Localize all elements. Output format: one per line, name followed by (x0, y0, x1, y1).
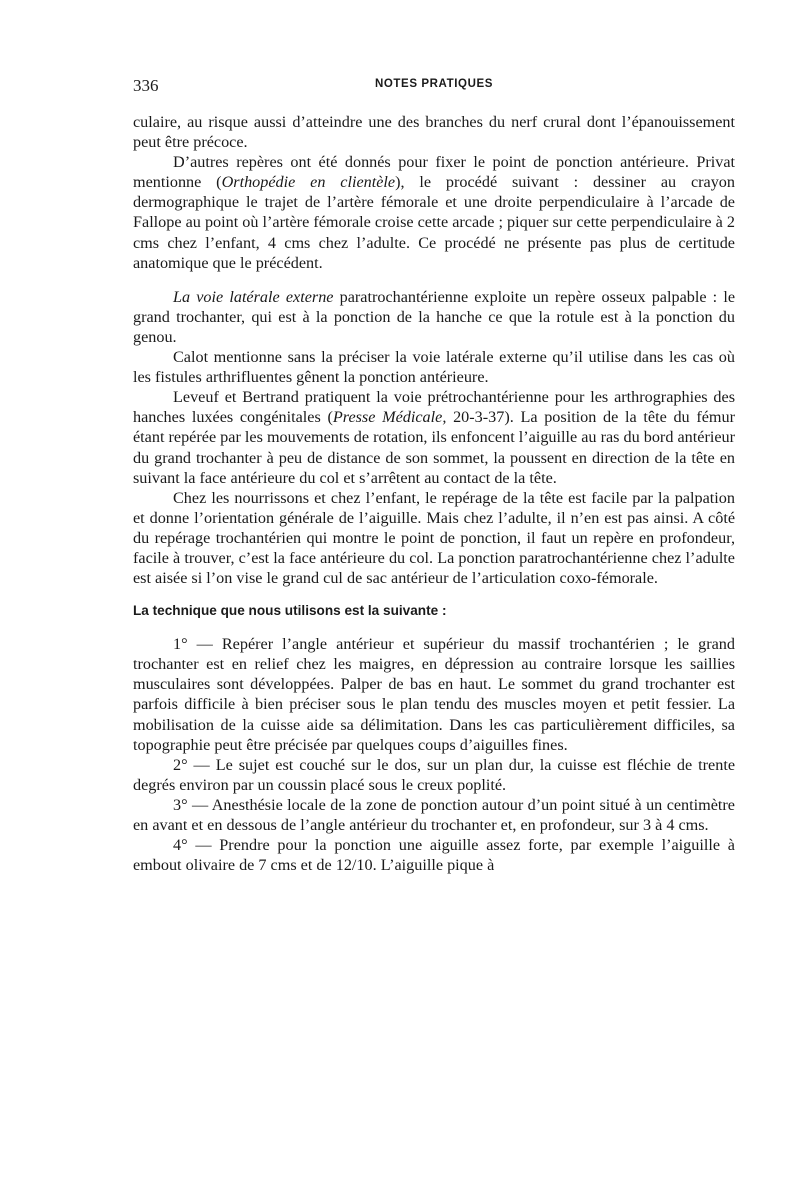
paragraph-text: D’autres repères ont été donnés pour fixer le point de ponction antérieure. Privat mentionne ( (133, 153, 735, 192)
step-item: 1° — Repérer l’angle antérieur et supérieur du massif trochantérien ; le grand trochanter est en relief chez les maigres, en dépression au contraire lorsque les saillies musculaires sont développées. Palper de bas en haut. Le sommet du grand trochanter est parfois difficile à bien préciser sous le plan tendu des muscles moyen et petit fessier. La mobilisation de la cuisse aide sa délimitation. Dans les cas particulièrement difficiles, sa topographie peut être précisée par quelques coups d’aiguilles fines. (133, 635, 735, 754)
paragraph-infants-adults: Chez les nourrissons et chez l’enfant, le repérage de la tête est facile par la palpation et donne l’orientation générale de l’aiguille. Mais chez l’adulte, il n’en est pas ainsi. A côté du repérage trochantérien qui montre le point de ponction, il faut un repère en profondeur, facile à trouver, c’est la face antérieure du col. La ponction paratrochantérienne chez l’adulte est aisée si l’on vise le grand cul de sac antérieur de l’articulation coxo-fémorale. (133, 488, 735, 588)
paragraph-text: 20-3-37). La position de la tête du fémur étant repérée par les mouvements de rotation, ils enfoncent l’aiguille au ras du bord antérieur du grand trochanter à peu de distance de son sommet, la poussent en direction de la tête en suivant la face antérieure du col et s’arrêtent au contact de la tête. (133, 408, 735, 487)
paragraph-continuation: culaire, au risque aussi d’atteindre une des branches du nerf crural dont l’épanouissement peut être précoce. (133, 113, 735, 152)
paragraph-calot: Calot mentionne sans la préciser la voie latérale externe qu’il utilise dans les cas où les fistules arthrifluentes gênent la ponction antérieure. (133, 348, 735, 387)
page-header (133, 76, 735, 96)
section-spacer (133, 588, 735, 601)
paragraph-text: ), le procédé suivant : dessiner au crayon dermographique le trajet de l’artère fémorale et une droite perpendiculaire à l’arcade de Fallope au point où l’artère fémorale croise cette arcade ; piquer sur cette perpendiculaire à 2 cms chez l’enfant, 4 cms chez l’adulte. Ce procédé ne présente pas plus de certitude anatomique que le précédent. (133, 173, 735, 272)
step-item: 3° — Anesthésie locale de la zone de ponction autour d’un point situé à un centimètre en avant et en dessous de l’angle antérieur du trochanter et, en profondeur, sur 3 à 4 cms. (133, 795, 735, 834)
section-spacer (133, 621, 735, 634)
paragraph-leveuf-bertrand (133, 387, 735, 487)
paragraph-lateral-approach (133, 287, 735, 347)
journal-title-italic: Presse Médicale, (332, 408, 447, 427)
running-title: NOTES PRATIQUES (374, 78, 494, 90)
page-body (133, 112, 735, 875)
section-heading: La technique que nous utilisons est la suivante : (133, 603, 447, 619)
paragraph-text: paratrochantérienne exploite un repère osseux palpable : le grand trochanter, qui est à la ponction de la hanche ce que la rotule est à la ponction du genou. (133, 287, 735, 346)
italic-phrase: La voie latérale externe (173, 287, 334, 306)
step-item: 4° — Prendre pour la ponction une aiguille assez forte, par exemple l’aiguille à embout olivaire de 7 cms et de 12/10. L’aiguille pique à (133, 836, 735, 875)
page-number: 336 (133, 76, 159, 95)
book-title-italic: Orthopédie en clientèle (221, 173, 396, 192)
paragraph-text: Leveuf et Bertrand pratiquent la voie prétrochantérienne pour les arthrographies des hanches luxées congénitales ( (133, 388, 735, 427)
paragraph-anterior-landmarks (133, 152, 735, 273)
paragraph-spacer (133, 273, 735, 287)
step-item: 2° — Le sujet est couché sur le dos, sur un plan dur, la cuisse est fléchie de trente degrés environ par un coussin placé sous le creux poplité. (133, 755, 735, 794)
